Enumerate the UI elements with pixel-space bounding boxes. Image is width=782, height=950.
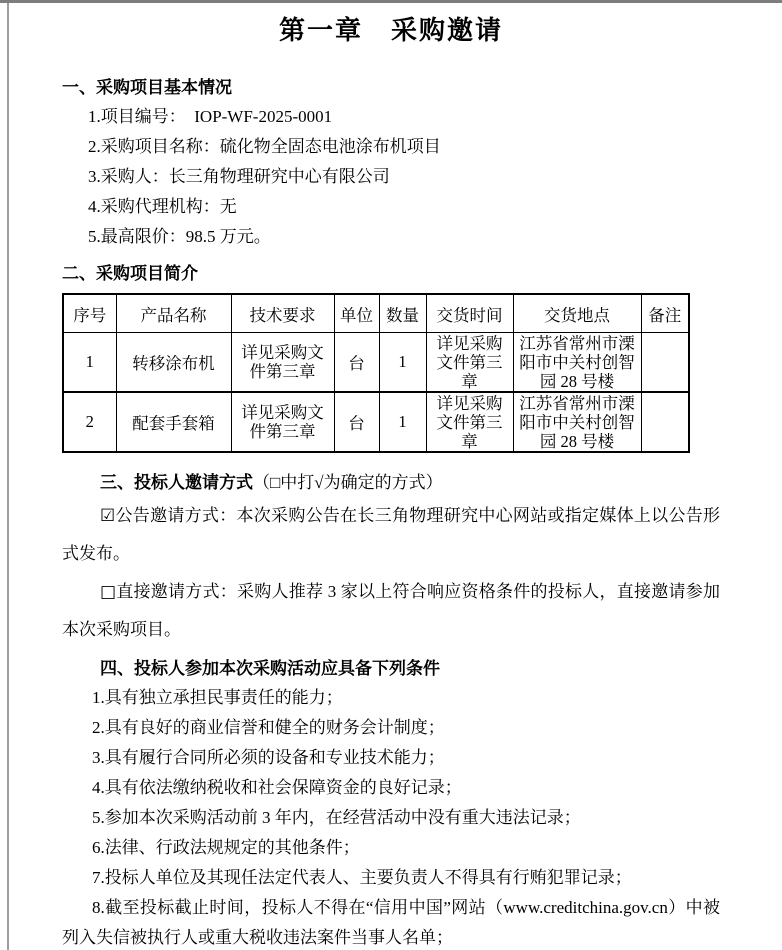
- col-header-remark: 备注: [641, 294, 689, 333]
- col-header-product: 产品名称: [116, 294, 231, 333]
- cell-tech: 详见采购文件第三章: [231, 392, 334, 452]
- table-header-row: [63, 294, 689, 333]
- cell-delivery-place: 江苏省常州市溧阳市中关村创智园 28 号楼: [513, 392, 641, 452]
- cell-delivery-time: 详见采购文件第三章: [426, 392, 513, 452]
- section-invitation-method: [62, 469, 720, 649]
- cell-seq: 1: [63, 333, 116, 393]
- col-header-qty: 数量: [379, 294, 426, 333]
- product-table: [62, 293, 690, 453]
- condition-item: 6.法律、行政法规规定的其他条件；: [92, 838, 360, 857]
- col-header-delivery-time: 交货时间: [426, 294, 513, 333]
- col-header-delivery-place: 交货地点: [513, 294, 641, 333]
- cell-product: 转移涂布机: [116, 333, 231, 393]
- condition-item: 8.截至投标截止时间，投标人不得在“信用中国”网站（www.creditchina.gov.cn）中被列入失信被执行人或重大税收违法案件当事人名单；: [62, 898, 720, 947]
- max-price: 5.最高限价：98.5 万元。: [88, 227, 271, 246]
- condition-item: 7.投标人单位及其现任法定代表人、主要负责人不得具有行贿犯罪记录；: [92, 868, 632, 887]
- project-number: 1.项目编号： IOP-WF-2025-0001: [88, 107, 333, 126]
- cell-unit: 台: [334, 392, 379, 452]
- section-project-summary: [62, 260, 720, 453]
- col-header-seq: 序号: [63, 294, 116, 333]
- checkbox-checked-icon: ☑: [100, 506, 116, 526]
- cell-tech: 详见采购文件第三章: [231, 333, 334, 393]
- cell-delivery-place: 江苏省常州市溧阳市中关村创智园 28 号楼: [513, 333, 641, 393]
- page-left-border: [7, 3, 9, 950]
- purchaser: 3.采购人：长三角物理研究中心有限公司: [88, 167, 390, 186]
- option-direct-invitation: [62, 573, 720, 649]
- condition-item: 5.参加本次采购活动前 3 年内，在经营活动中没有重大违法记录；: [92, 808, 581, 827]
- cell-product: 配套手套箱: [116, 392, 231, 452]
- chapter-title: 第一章 采购邀请: [278, 16, 503, 45]
- cell-qty: 1: [379, 392, 426, 452]
- option-public-announcement-text: 公告邀请方式：本次采购公告在长三角物理研究中心网站或指定媒体上以公告形式发布。: [62, 506, 720, 563]
- section3-heading-bold: 三、投标人邀请方式: [100, 473, 253, 492]
- section3-heading: [62, 469, 720, 497]
- col-header-unit: 单位: [334, 294, 379, 333]
- project-name: 2.采购项目名称：硫化物全固态电池涂布机项目: [88, 137, 441, 156]
- table-row: [63, 392, 689, 452]
- col-header-tech: 技术要求: [231, 294, 334, 333]
- cell-seq: 2: [63, 392, 116, 452]
- condition-item: 2.具有良好的商业信誉和健全的财务会计制度；: [92, 718, 445, 737]
- cell-delivery-time: 详见采购文件第三章: [426, 333, 513, 393]
- section-bidder-conditions: [62, 655, 720, 950]
- cell-remark: [641, 392, 689, 452]
- section4-heading: 四、投标人参加本次采购活动应具备下列条件: [100, 659, 440, 678]
- option-public-announcement: [62, 497, 720, 573]
- condition-item: 4.具有依法缴纳税收和社会保障资金的良好记录；: [92, 778, 462, 797]
- option-direct-invitation-text: 直接邀请方式：采购人推荐 3 家以上符合响应资格条件的投标人，直接邀请参加本次采购项目。: [62, 582, 721, 639]
- condition-item: 3.具有履行合同所必须的设备和专业技术能力；: [92, 748, 445, 767]
- checkbox-unchecked-icon: □: [100, 582, 117, 602]
- section1-heading: 一、采购项目基本情况: [62, 78, 232, 97]
- section-basic-info: [62, 74, 720, 252]
- cell-unit: 台: [334, 333, 379, 393]
- table-row: [63, 333, 689, 393]
- section3-heading-note: （□中打√为确定的方式）: [253, 473, 443, 492]
- condition-item: 1.具有独立承担民事责任的能力；: [92, 688, 343, 707]
- procurement-agency: 4.采购代理机构：无: [88, 197, 237, 216]
- section2-heading: 二、采购项目简介: [62, 264, 198, 283]
- document-content: [62, 0, 720, 950]
- cell-remark: [641, 333, 689, 393]
- cell-qty: 1: [379, 333, 426, 393]
